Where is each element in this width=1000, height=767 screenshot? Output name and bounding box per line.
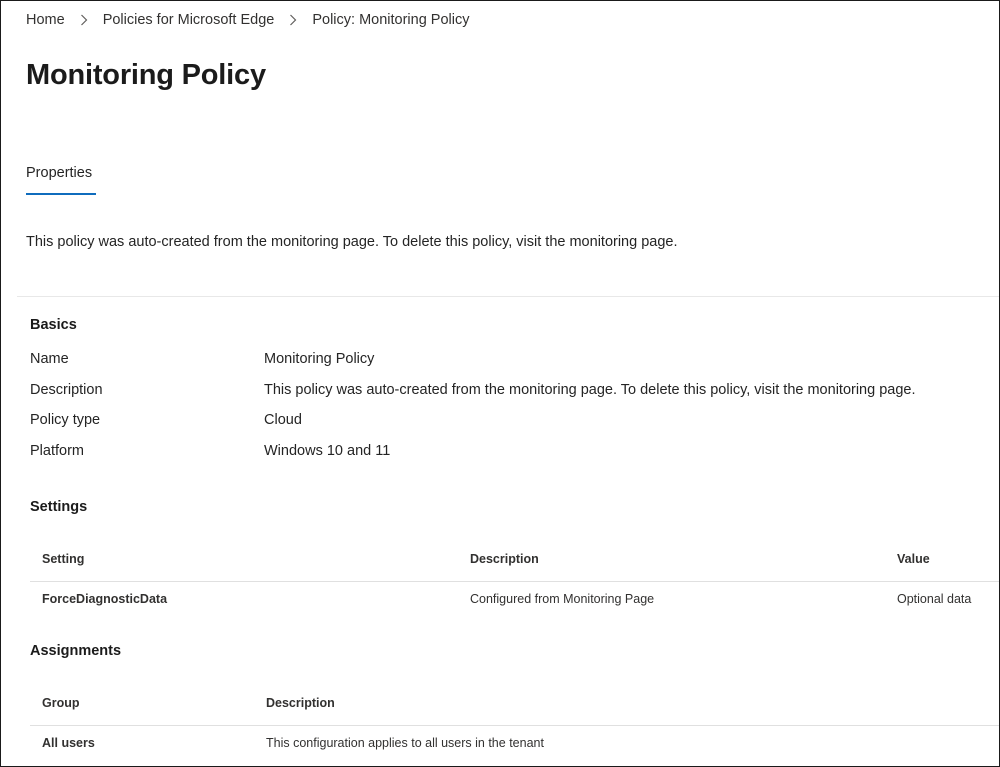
assignments-column-description[interactable]: Description xyxy=(266,696,335,710)
basics-policy-type-value: Cloud xyxy=(264,412,302,428)
basics-description-value: This policy was auto-created from the monitoring page. To delete this policy, visit the monitoring page. xyxy=(264,382,916,398)
assignments-row-group: All users xyxy=(42,736,95,750)
tab-properties[interactable]: Properties xyxy=(26,165,93,181)
settings-header-divider xyxy=(30,581,999,582)
basics-description-label: Description xyxy=(30,382,103,398)
auto-created-notice: This policy was auto-created from the monitoring page. To delete this policy, visit the monitoring page. xyxy=(26,234,678,250)
tab-selected-indicator xyxy=(26,193,96,195)
basics-heading: Basics xyxy=(30,317,77,333)
settings-row-value: Optional data xyxy=(897,592,972,606)
section-divider xyxy=(17,296,1000,297)
breadcrumb-current: Policy: Monitoring Policy xyxy=(312,12,470,28)
basics-platform-label: Platform xyxy=(30,443,84,459)
breadcrumb-home-link[interactable]: Home xyxy=(26,12,65,28)
basics-policy-type-label: Policy type xyxy=(30,412,101,428)
settings-row-setting: ForceDiagnosticData xyxy=(42,592,168,606)
settings-column-description[interactable]: Description xyxy=(470,552,539,566)
chevron-right-icon xyxy=(286,13,300,27)
basics-platform-value: Windows 10 and 11 xyxy=(264,443,391,459)
basics-name-value: Monitoring Policy xyxy=(264,351,375,367)
assignments-heading: Assignments xyxy=(30,643,122,659)
page-title: Monitoring Policy xyxy=(26,59,266,91)
settings-row-description: Configured from Monitoring Page xyxy=(470,592,655,606)
assignments-header-divider xyxy=(30,725,999,726)
assignments-column-group[interactable]: Group xyxy=(42,696,80,710)
settings-heading: Settings xyxy=(30,499,88,515)
chevron-right-icon xyxy=(77,13,91,27)
breadcrumb-policies-link[interactable]: Policies for Microsoft Edge xyxy=(102,12,275,28)
settings-column-setting[interactable]: Setting xyxy=(42,552,85,566)
settings-column-value[interactable]: Value xyxy=(897,552,930,566)
assignments-row-description: This configuration applies to all users in the tenant xyxy=(266,736,544,750)
basics-name-label: Name xyxy=(30,351,69,367)
breadcrumb xyxy=(26,12,470,28)
